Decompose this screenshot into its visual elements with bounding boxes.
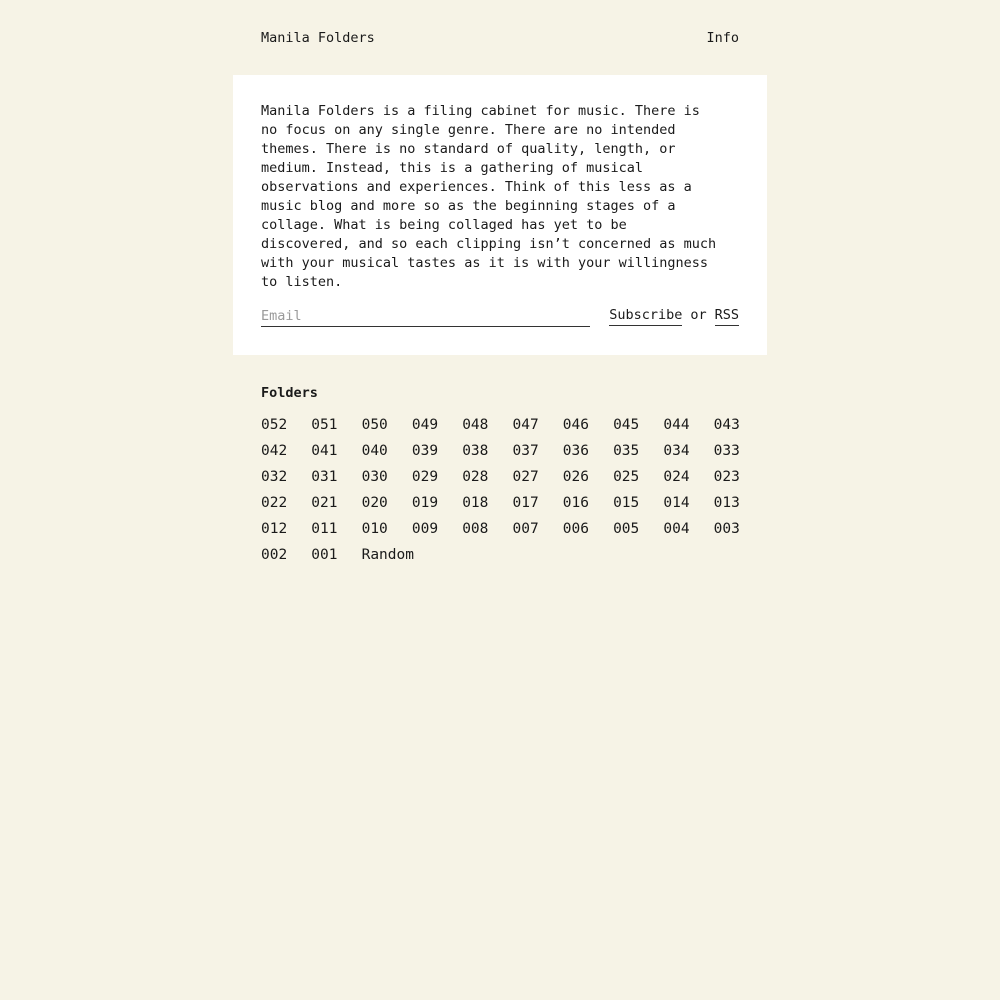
folder-link[interactable]: 007 <box>512 521 539 537</box>
folder-link[interactable]: 021 <box>311 495 338 511</box>
folder-link[interactable]: 013 <box>713 495 740 511</box>
folder-link[interactable]: 002 <box>261 547 288 563</box>
folder-link[interactable]: 009 <box>411 521 439 537</box>
folder-link[interactable]: 001 <box>311 547 338 563</box>
folder-link[interactable]: 024 <box>663 469 690 485</box>
folder-link[interactable]: 039 <box>411 443 439 459</box>
intro-card <box>233 75 767 355</box>
subscribe-links <box>609 306 739 326</box>
folder-link[interactable]: 004 <box>663 521 690 537</box>
folder-link[interactable]: 038 <box>462 443 489 459</box>
folder-link[interactable]: 028 <box>462 469 489 485</box>
folder-link[interactable]: 032 <box>261 469 288 485</box>
folder-link[interactable]: 022 <box>261 495 288 511</box>
folder-link[interactable]: 048 <box>462 417 489 433</box>
folder-link[interactable]: 035 <box>613 443 640 459</box>
folder-link[interactable]: 043 <box>713 417 740 433</box>
folder-link[interactable]: 008 <box>462 521 489 537</box>
folder-link[interactable]: 023 <box>713 469 740 485</box>
folder-link[interactable]: 031 <box>311 469 338 485</box>
folder-link[interactable]: 026 <box>562 469 589 485</box>
folder-link[interactable]: 034 <box>663 443 690 459</box>
folder-link[interactable]: 036 <box>562 443 589 459</box>
folder-link[interactable]: 052 <box>261 417 288 433</box>
folder-link[interactable]: 020 <box>361 495 388 511</box>
folder-link[interactable]: 044 <box>663 417 690 433</box>
folder-link[interactable]: 012 <box>261 521 288 537</box>
folder-link[interactable]: 010 <box>361 521 388 537</box>
folder-link[interactable]: 041 <box>311 443 338 459</box>
folder-link[interactable]: 005 <box>613 521 640 537</box>
folder-link[interactable]: 011 <box>311 521 338 537</box>
folders-heading: Folders <box>261 385 318 401</box>
folder-link[interactable]: 015 <box>613 495 640 511</box>
subscribe-form <box>261 306 739 328</box>
folder-link[interactable]: 047 <box>512 417 539 433</box>
folder-link[interactable]: 040 <box>361 443 388 459</box>
site-header <box>261 28 739 48</box>
folder-link[interactable]: 006 <box>562 521 589 537</box>
rss-link[interactable]: RSS <box>715 306 739 326</box>
folder-link[interactable]: 027 <box>512 469 539 485</box>
folder-link[interactable]: 016 <box>562 495 589 511</box>
folder-link[interactable]: 017 <box>512 495 539 511</box>
folder-link[interactable]: 049 <box>411 417 439 433</box>
folder-link[interactable]: 045 <box>613 417 640 433</box>
folders-grid <box>261 414 751 570</box>
folder-link[interactable]: 033 <box>713 443 740 459</box>
folder-link[interactable]: 051 <box>311 417 338 433</box>
info-link[interactable]: Info <box>706 30 739 46</box>
folder-link[interactable]: 050 <box>361 417 388 433</box>
site-title-link[interactable]: Manila Folders <box>261 30 375 46</box>
folder-link[interactable]: 029 <box>411 469 439 485</box>
folder-link[interactable]: 042 <box>261 443 288 459</box>
folder-link[interactable]: 018 <box>462 495 489 511</box>
subscribe-button[interactable]: Subscribe <box>609 306 682 326</box>
email-input[interactable] <box>261 306 590 327</box>
folder-link[interactable]: 030 <box>361 469 388 485</box>
folder-link[interactable]: 014 <box>663 495 690 511</box>
intro-text: Manila Folders is a filing cabinet for music. There is no focus on any single genre. There are no intended themes. There is no standard of quality, length, or medium. Instead, this is a gathering of musical observations and experiences. Think of this less as a music blog and more so as the beginning stages of a collage. What is being collaged has yet to be discovered, and so each clipping isn’t concerned as much with your musical tastes as it is with your willingness to listen. <box>261 103 717 290</box>
folder-link[interactable]: 003 <box>713 521 740 537</box>
folder-link[interactable]: 037 <box>512 443 539 459</box>
folder-link[interactable]: 019 <box>411 495 439 511</box>
random-folder-link[interactable]: Random <box>361 547 414 563</box>
folder-link[interactable]: 046 <box>562 417 589 433</box>
folder-link[interactable]: 025 <box>613 469 640 485</box>
or-separator: or <box>690 307 707 323</box>
